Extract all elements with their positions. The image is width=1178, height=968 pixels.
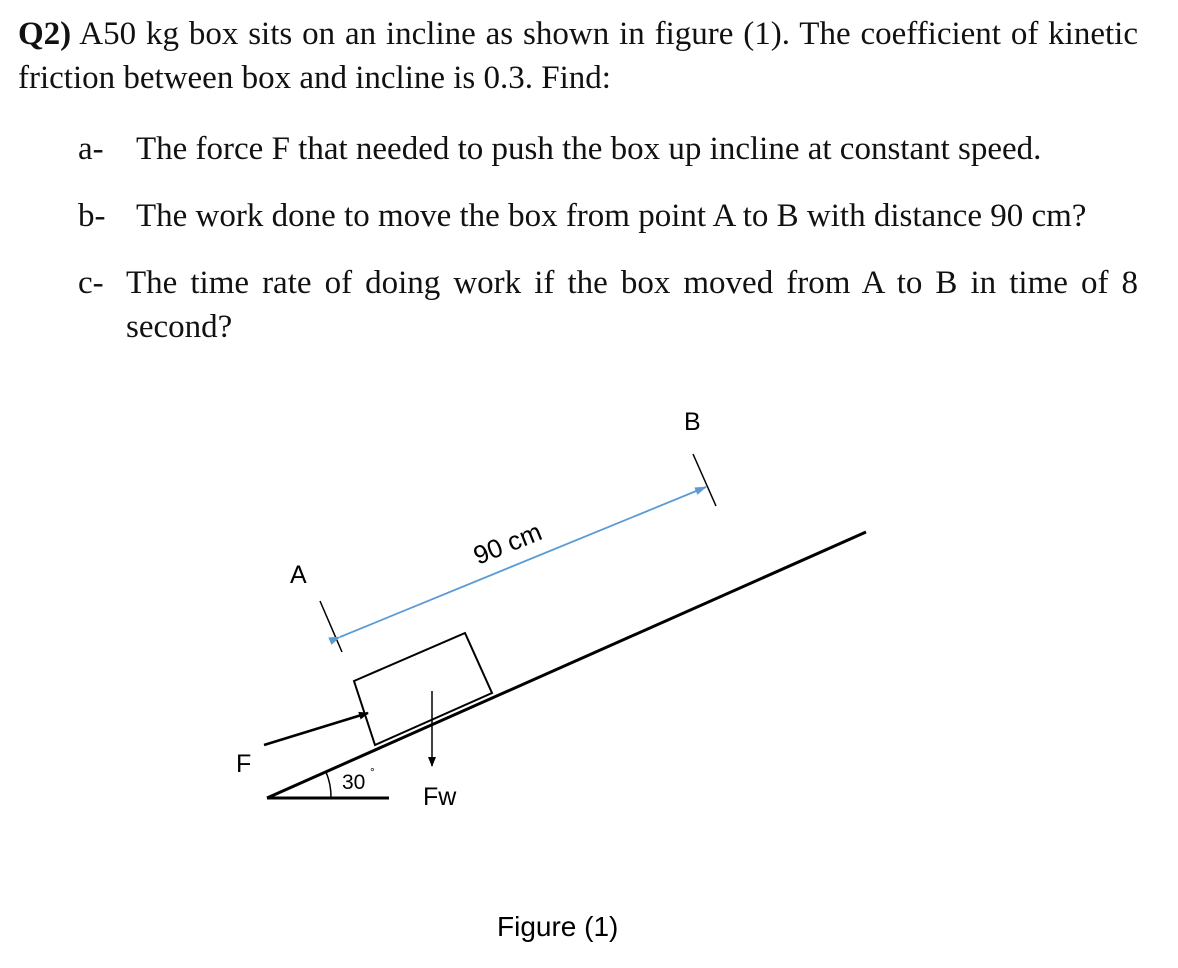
distance-label: 90 cm [469,516,546,571]
part-b-text: The work done to move the box from point A to B with distance 90 cm? [136,198,1087,234]
incline-surface [267,532,866,798]
angle-label: 30 [342,771,366,794]
point-b-tick [693,454,716,506]
part-c-marker: c- [78,265,104,301]
weight-label: Fw [423,783,457,811]
angle-arc [326,772,331,798]
part-c-text: The time rate of doing work if the box moved from A to B in time of 8 second? [126,265,1138,345]
question-intro-text: A50 kg box sits on an incline as shown in figure (1). The coefficient of kinetic friction between box and incline is 0.3. Find: [18,16,1138,96]
force-label: F [236,750,252,778]
label-a: A [290,561,307,589]
angle-degree-mark: ° [370,765,375,779]
point-a-tick [320,601,342,652]
label-b: B [684,408,701,436]
figure-caption: Figure (1) [497,911,619,942]
force-f-arrow [264,713,368,745]
part-a-marker: a- [78,131,104,167]
distance-arrow [340,487,706,637]
part-a-text: The force F that needed to push the box up incline at constant speed. [136,131,1042,167]
question-number: Q2) [18,16,72,52]
part-b-marker: b- [78,198,106,234]
